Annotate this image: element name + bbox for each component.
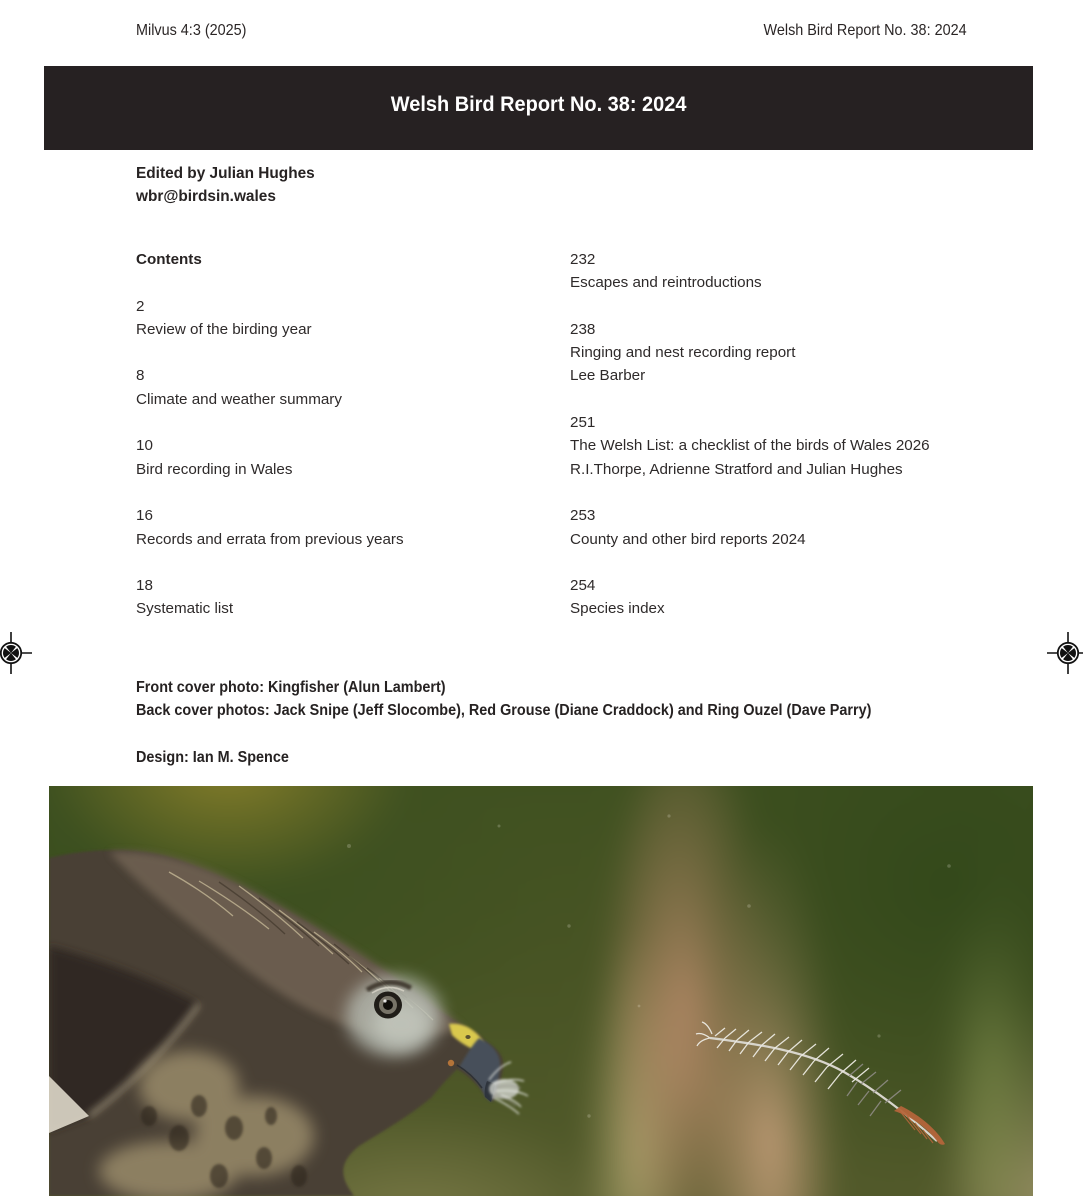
registration-mark-icon: [0, 631, 44, 675]
floating-feather: [696, 1022, 945, 1145]
toc-page-number: 10: [136, 437, 153, 455]
title-banner: [44, 66, 1033, 150]
spacer-line: [570, 295, 930, 318]
toc-author: Lee Barber: [570, 367, 646, 385]
toc-page-number: 238: [570, 320, 596, 338]
toc-title: Systematic list: [136, 600, 234, 618]
spacer-line: [136, 723, 871, 746]
toc-page-number: 253: [570, 507, 596, 525]
toc-title: Bird recording in Wales: [136, 460, 293, 478]
toc-page-number: 18: [136, 577, 153, 595]
toc-page-number: 2: [136, 297, 145, 315]
toc-page-number: 251: [570, 414, 596, 432]
spacer-line: [136, 341, 404, 364]
front-cover-credit: Front cover photo: Kingfisher (Alun Lambert): [136, 679, 446, 696]
edited-by-line: Edited by Julian Hughes: [136, 165, 315, 182]
toc-title: Climate and weather summary: [136, 390, 342, 408]
back-cover-credit: Back cover photos: Jack Snipe (Jeff Slocombe), Red Grouse (Diane Craddock) and Ring Ouzel (Dave Parry): [136, 702, 872, 720]
buzzard-head: [49, 850, 528, 1196]
contents-column-right: [570, 248, 930, 621]
running-header-left: Milvus 4:3 (2025): [136, 22, 247, 39]
toc-page-number: 232: [570, 251, 596, 268]
page-title: Welsh Bird Report No. 38: 2024: [390, 93, 687, 116]
toc-title: Species index: [570, 600, 665, 618]
buzzard-and-feather-illustration: [49, 786, 1033, 1196]
spacer-line: [136, 271, 404, 294]
toc-title: Ringing and nest recording report: [570, 344, 796, 362]
editor-email: wbr@birdsin.wales: [136, 188, 276, 206]
buzzard-photo: [49, 786, 1033, 1196]
toc-title: Records and errata from previous years: [136, 530, 404, 548]
spacer-line: [570, 551, 930, 574]
credits-block: [136, 676, 871, 769]
registration-mark-icon: [1039, 631, 1083, 675]
toc-page-number: 8: [136, 367, 145, 385]
toc-page-number: 254: [570, 577, 596, 595]
spacer-line: [570, 388, 930, 411]
toc-title: The Welsh List: a checklist of the birds of Wales 2026: [570, 437, 930, 455]
spacer-line: [136, 411, 404, 434]
design-credit: Design: Ian M. Spence: [136, 748, 289, 766]
toc-page-number: 16: [136, 507, 153, 525]
contents-heading: Contents: [136, 251, 202, 268]
spacer-line: [136, 481, 404, 504]
toc-author: R.I.Thorpe, Adrienne Stratford and Julian Hughes: [570, 460, 903, 478]
toc-title: County and other bird reports 2024: [570, 530, 806, 548]
edited-by-block: [136, 162, 315, 209]
spacer-line: [570, 481, 930, 504]
toc-title: Review of the birding year: [136, 320, 312, 338]
spacer-line: [136, 551, 404, 574]
running-header-right: Welsh Bird Report No. 38: 2024: [763, 22, 967, 39]
contents-column-left: [136, 248, 404, 621]
toc-title: Escapes and reintroductions: [570, 274, 762, 292]
